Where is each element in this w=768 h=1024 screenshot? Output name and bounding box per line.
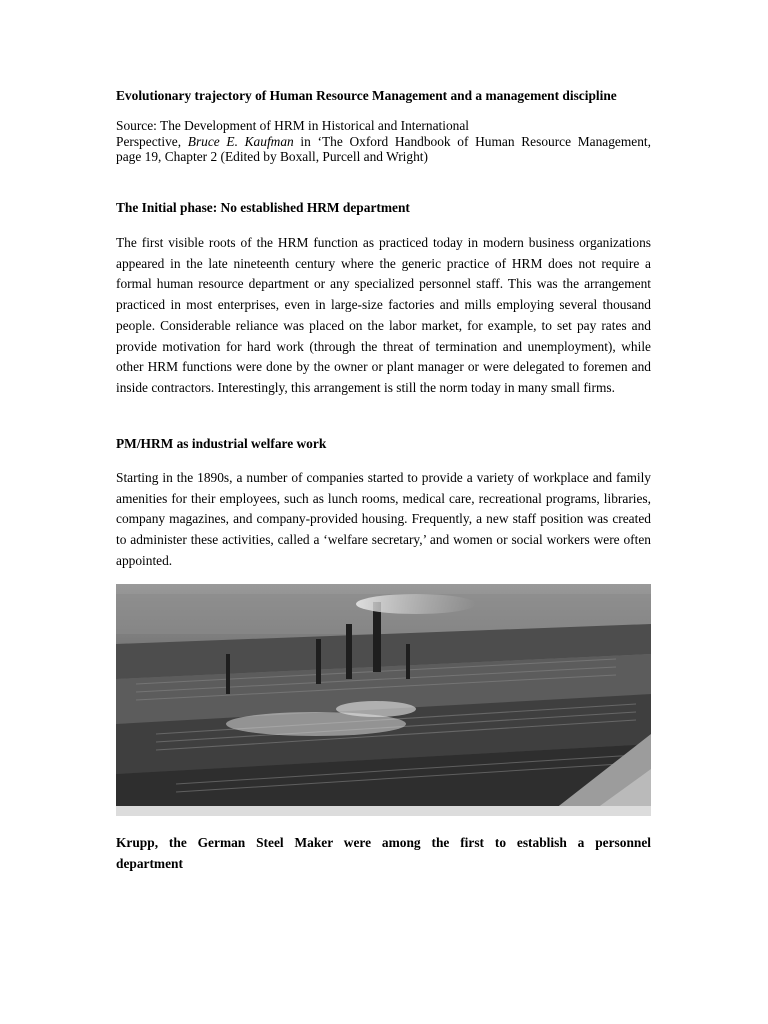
photo-caption	[116, 832, 651, 874]
section-paragraph-initial-phase: The first visible roots of the HRM function as practiced today in modern business organizations appeared in the late nineteenth century where the generic practice of HRM does not require a formal human resource department or any specialized personnel staff. This was the arrangement practiced in most enterprises, even in large-size factories and mills employing several thousand people. Considerable reliance was placed on the labor market, for example, to set pay rates and provide motivation for hard work (through the threat of termination and unemployment), while other HRM functions were done by the owner or plant manager or were delegated to foremen and inside contractors. Interestingly, this arrangement is still the norm today in many small firms.	[116, 235, 651, 395]
source-author: Bruce E. Kaufman	[187, 133, 294, 149]
section-paragraph-welfare-work: Starting in the 1890s, a number of companies started to provide a variety of workplace and family amenities for their employees, such as lunch rooms, medical care, recreational programs, libraries, company magazines, and company-provided housing. Frequently, a new staff position was created to administer these activities, called a ‘welfare secretary,’ and women or social workers were often appointed.	[116, 470, 651, 568]
document-title: Evolutionary trajectory of Human Resource Management and a management discipline	[116, 88, 617, 103]
caption-line-1: Krupp, the German Steel Maker were among the first to establish a personnel	[116, 835, 651, 850]
caption-line-2: department	[116, 856, 183, 871]
source-line-2	[116, 134, 651, 150]
source-line-3: page 19, Chapter 2 (Edited by Boxall, Purcell and Wright)	[116, 149, 428, 164]
source-citation	[116, 118, 656, 165]
section-heading-initial-phase: The Initial phase: No established HRM department	[116, 200, 410, 215]
steel-works-photo	[116, 584, 651, 816]
section-heading-welfare-work: PM/HRM as industrial welfare work	[116, 436, 327, 451]
source-suffix: in ‘The Oxford Handbook of Human Resource Management,	[293, 133, 651, 149]
source-line-1: Source: The Development of HRM in Historical and International	[116, 118, 470, 133]
source-prefix: Perspective,	[116, 133, 188, 149]
